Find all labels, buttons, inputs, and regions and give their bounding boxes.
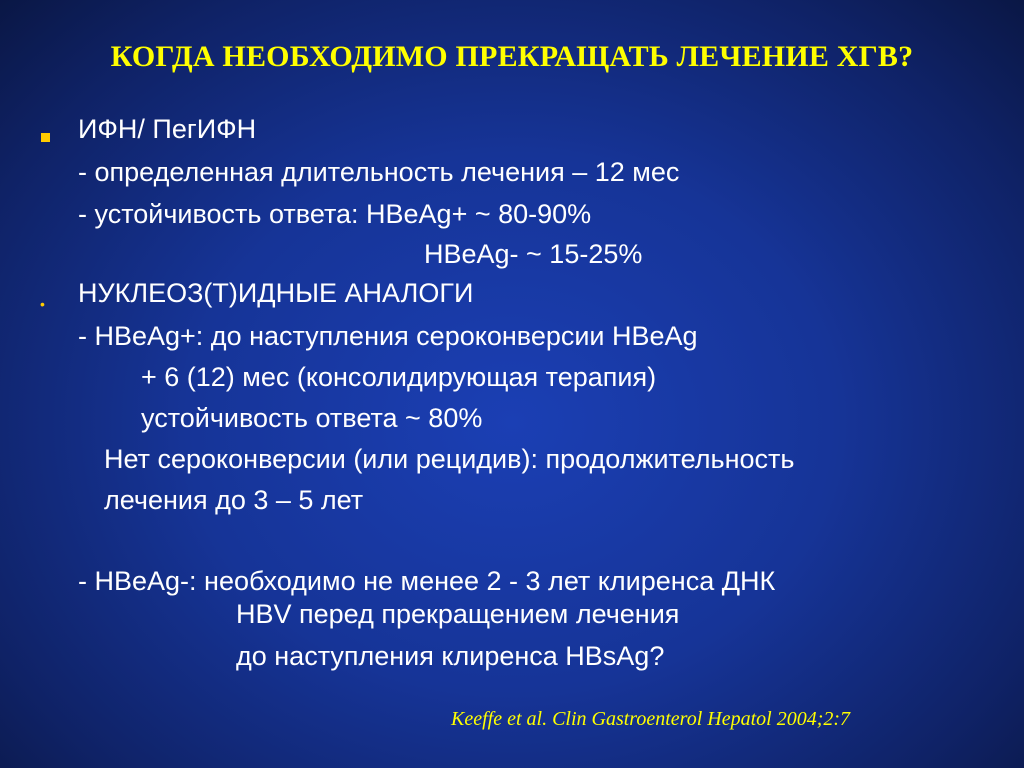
section2-line: Нет сероконверсии (или рецидив): продолжительность bbox=[104, 444, 795, 474]
section1-line: HBeAg- ~ 15-25% bbox=[424, 239, 643, 269]
section2-heading: НУКЛЕОЗ(Т)ИДНЫЕ АНАЛОГИ bbox=[78, 278, 474, 308]
section2-line: + 6 (12) мес (консолидирующая терапия) bbox=[141, 362, 657, 392]
section2-line: HBV перед прекращением лечения bbox=[236, 599, 680, 629]
slide-title: КОГДА НЕОБХОДИМО ПРЕКРАЩАТЬ ЛЕЧЕНИЕ ХГВ? bbox=[110, 40, 914, 73]
citation: Keeffe et al. Clin Gastroenterol Hepatol 2004;2:7 bbox=[451, 708, 851, 730]
section1-line: - устойчивость ответа: HBeAg+ ~ 80-90% bbox=[78, 199, 592, 229]
dot-bullet-icon: • bbox=[40, 296, 45, 312]
square-bullet-icon bbox=[41, 133, 50, 142]
section1-line: - определенная длительность лечения – 12 мес bbox=[78, 157, 680, 187]
section2-line: до наступления клиренса HBsAg? bbox=[236, 641, 665, 671]
section1-heading: ИФН/ ПегИФН bbox=[78, 114, 257, 144]
section2-line: устойчивость ответа ~ 80% bbox=[141, 403, 483, 433]
section2-line: - HBeAg-: необходимо не менее 2 - 3 лет клиренса ДНК bbox=[78, 566, 776, 596]
section2-line: лечения до 3 – 5 лет bbox=[104, 485, 364, 515]
section2-line: - HBeAg+: до наступления сероконверсии HBeAg bbox=[78, 321, 698, 351]
